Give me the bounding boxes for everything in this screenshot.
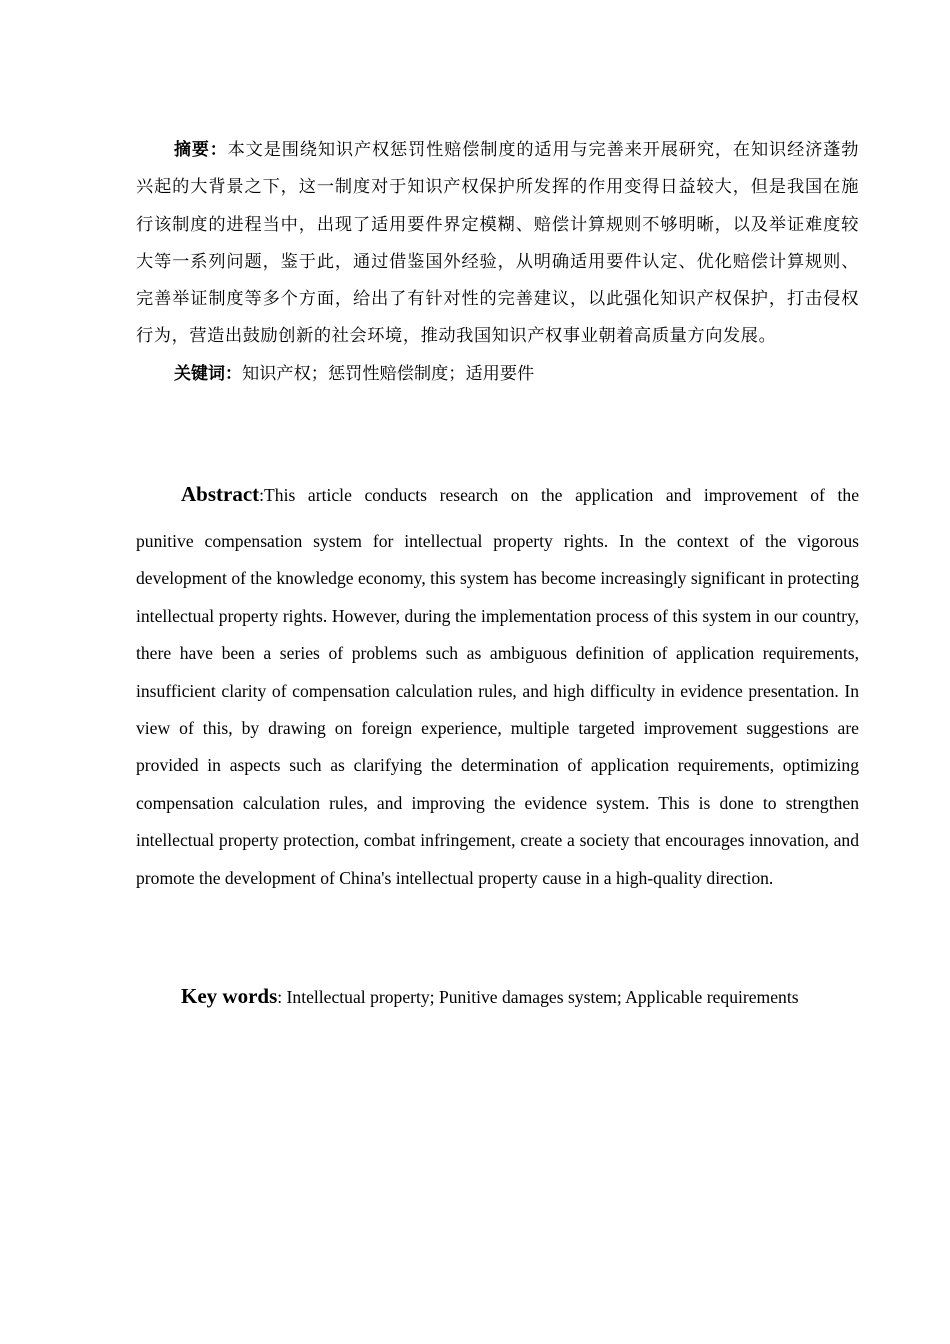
- chinese-abstract-paragraph: [136, 132, 859, 356]
- english-abstract-section: [136, 478, 859, 897]
- chinese-keywords-colon: ：: [225, 363, 242, 384]
- chinese-keywords-label: 关键词: [174, 363, 225, 384]
- chinese-abstract-section: [136, 132, 859, 393]
- english-keywords-colon: :: [277, 987, 287, 1007]
- chinese-keywords: [136, 356, 859, 393]
- chinese-abstract-label: 摘要: [174, 140, 210, 160]
- chinese-abstract-colon: ：: [209, 140, 228, 160]
- english-abstract-label: Abstract: [181, 482, 260, 506]
- english-keywords-section: [136, 984, 876, 1009]
- english-keywords-text: Intellectual property; Punitive damages system; Applicable requirements: [286, 987, 799, 1007]
- english-keywords-label: Key words: [181, 984, 278, 1008]
- chinese-keywords-text: 知识产权；惩罚性赔偿制度；适用要件: [242, 363, 535, 384]
- chinese-abstract-text: 本文是围绕知识产权惩罚性赔偿制度的适用与完善来开展研究，在知识经济蓬勃兴起的大背景之下，这一制度对于知识产权保护所发挥的作用变得日益较大，但是我国在施行该制度的进程当中，出现了适用要件界定模糊、赔偿计算规则不够明晰，以及举证难度较大等一系列问题，鉴于此，通过借鉴国外经验，从明确适用要件认定、优化赔偿计算规则、完善举证制度等多个方面，给出了有针对性的完善建议，以此强化知识产权保护，打击侵权行为，营造出鼓励创新的社会环境，推动我国知识产权事业朝着高质量方向发展。: [136, 140, 860, 347]
- english-abstract-first-line: [136, 478, 859, 511]
- english-abstract-first-line-text: This article conducts research on the application and improvement of the: [264, 485, 859, 505]
- english-abstract-paragraph: punitive compensation system for intellectual property rights. In the context of the vigorous development of the knowledge economy, this system has become increasingly significant in protecting intellectual property rights. However, during the implementation process of this system in our country, there have been a series of problems such as ambiguous definition of application requirements, insufficient clarity of compensation calculation rules, and high difficulty in evidence presentation. In view of this, by drawing on foreign experience, multiple targeted improvement suggestions are provided in aspects such as clarifying the determination of application requirements, optimizing compensation calculation rules, and improving the evidence system. This is done to strengthen intellectual property protection, combat infringement, create a society that encourages innovation, and promote the development of China's intellectual property cause in a high-quality direction.: [136, 531, 859, 888]
- english-keywords: [136, 984, 876, 1009]
- english-abstract-colon: :: [259, 485, 265, 505]
